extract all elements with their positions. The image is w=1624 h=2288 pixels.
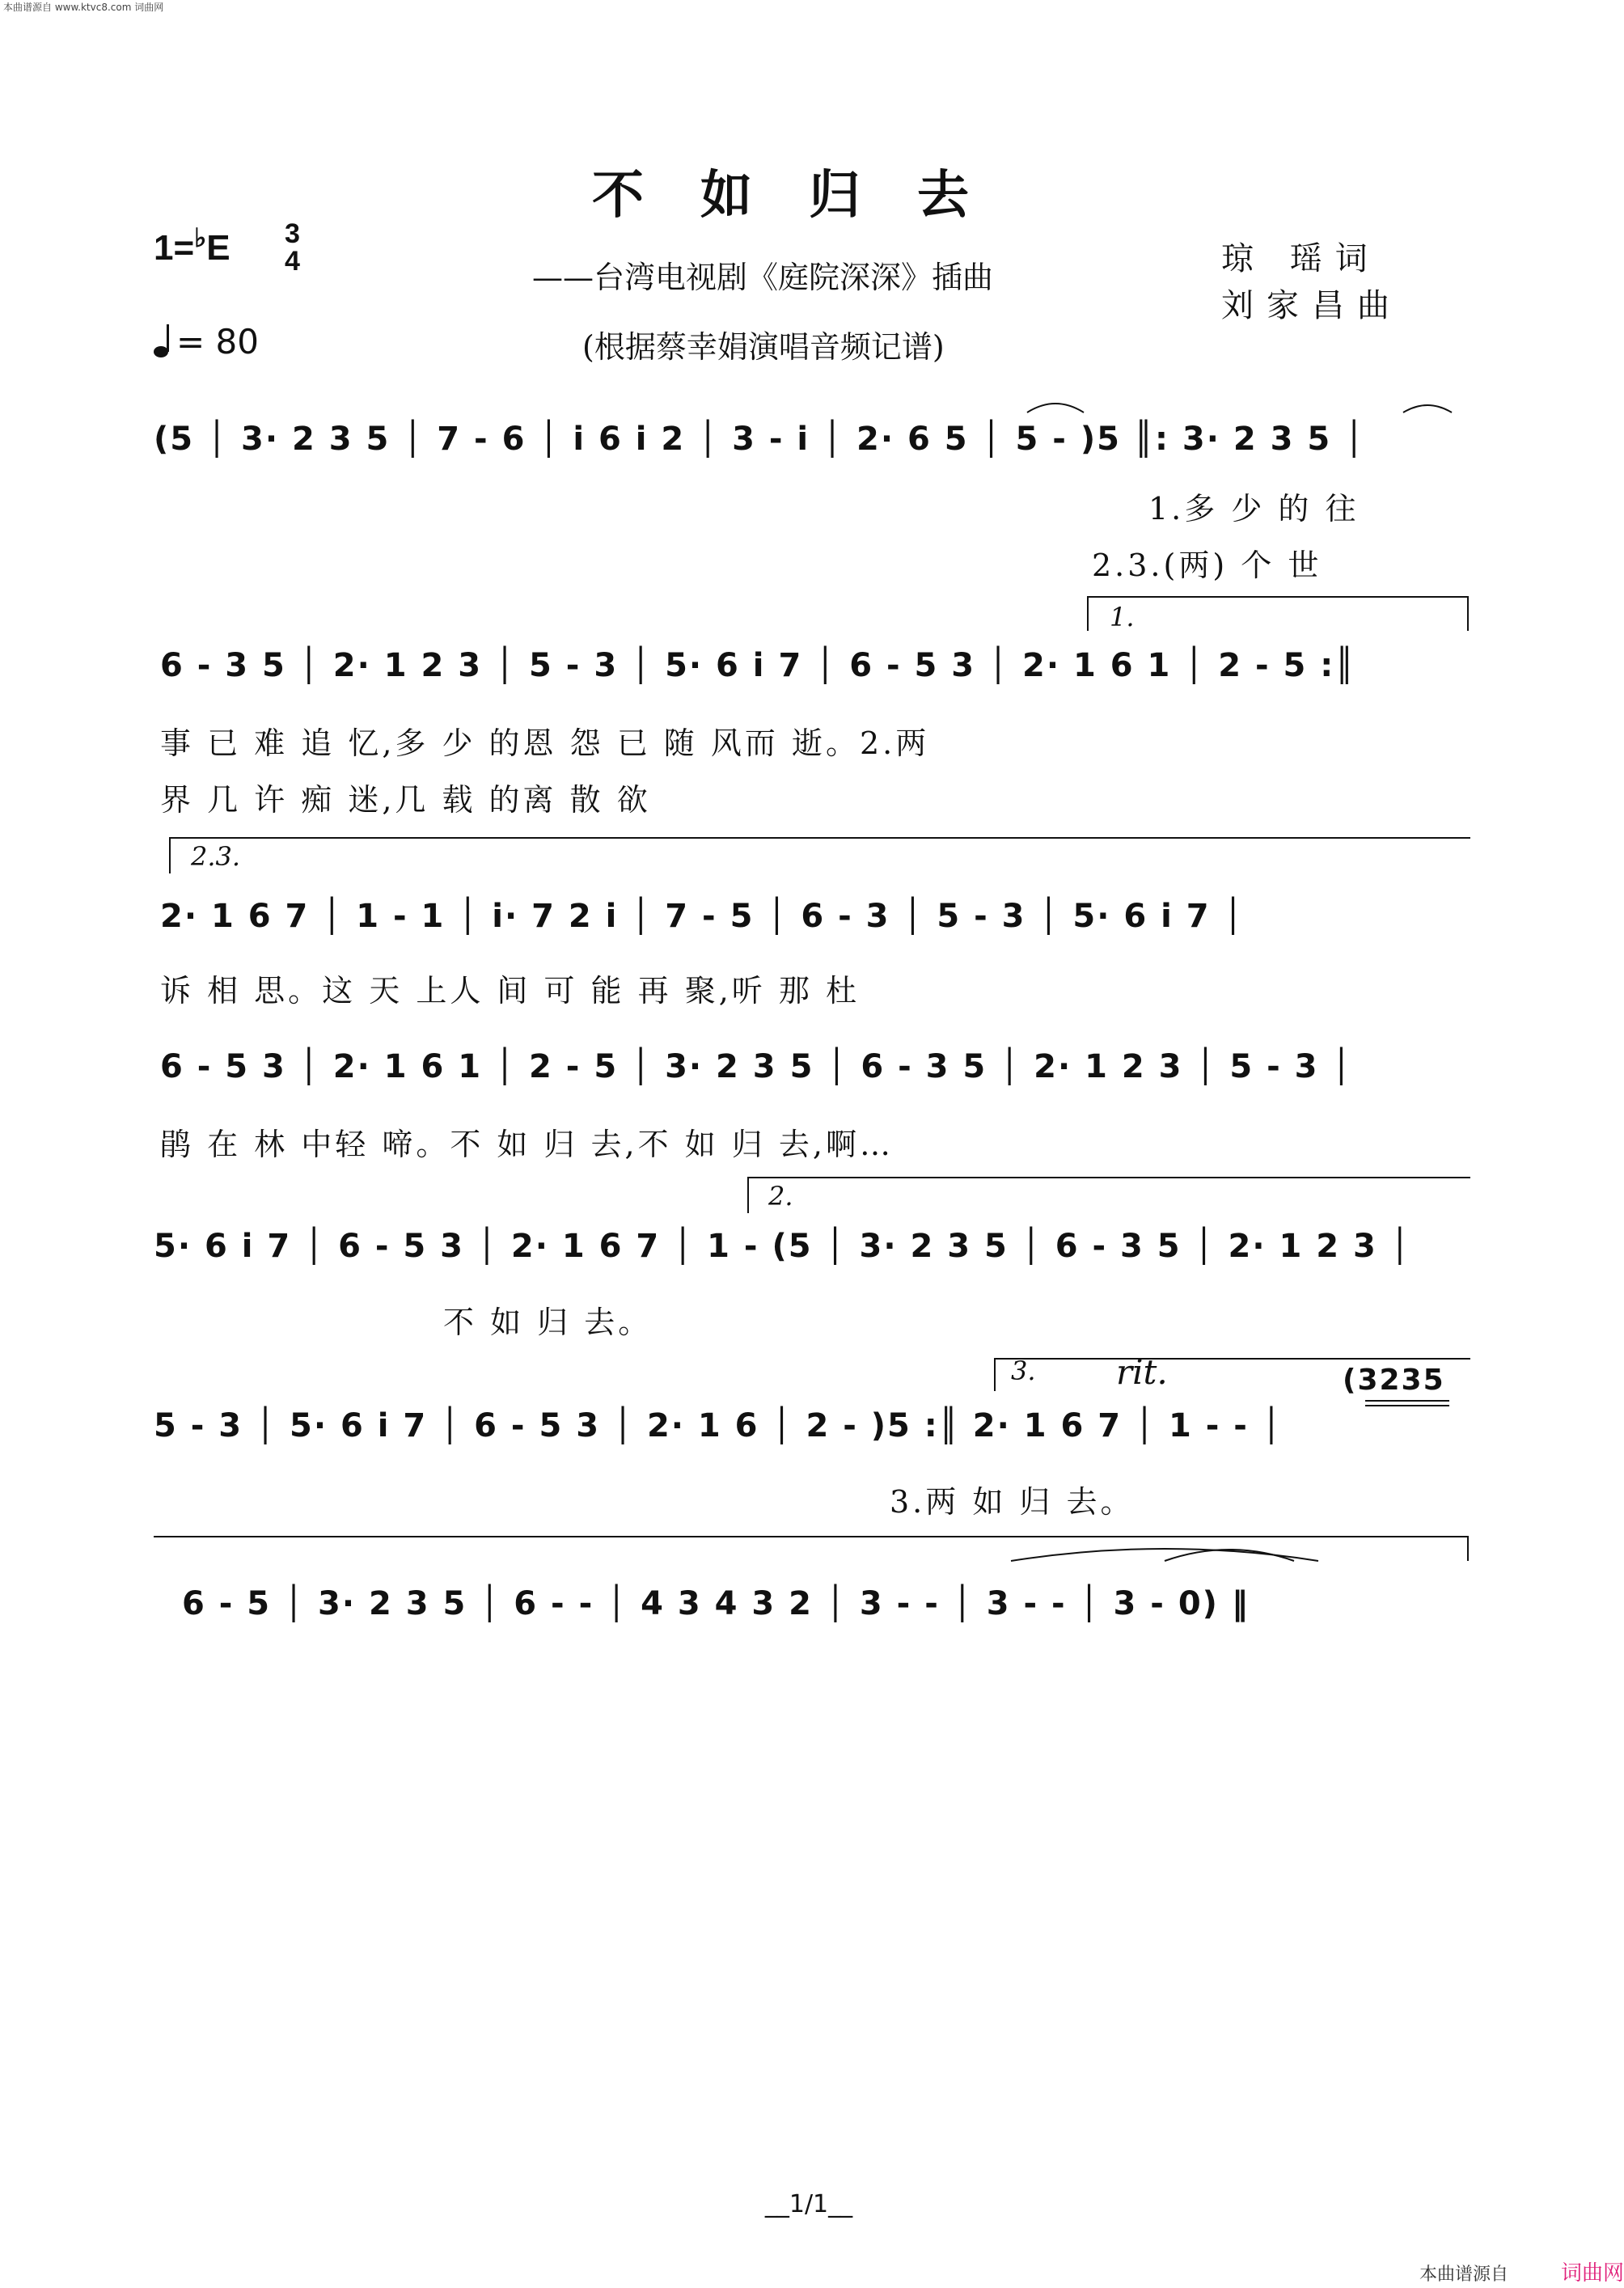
ritardando-mark: rit. bbox=[1116, 1352, 1168, 1392]
lyricist-credit: 琼 瑶词 bbox=[1221, 240, 1381, 277]
tempo-value: = 80 bbox=[176, 322, 259, 362]
notation-row-5: 5· 6 i 7 │ 6 - 5 3 │ 2· 1 6 7 │ 1 - (5 │ 3· 2 3 5 │ 6 - 3 5 │ 2· 1 2 3 │ bbox=[154, 1228, 1411, 1265]
key-letter: E bbox=[206, 228, 230, 268]
volta-1-label: 1. bbox=[1110, 602, 1135, 632]
time-top: 3 bbox=[285, 218, 300, 249]
volta-3-bracket bbox=[995, 1359, 1470, 1391]
volta-2-3-bracket bbox=[170, 838, 1470, 873]
volta-2-bracket bbox=[748, 1178, 1470, 1213]
page-number: __1/1__ bbox=[764, 2190, 853, 2218]
volta-1-bracket bbox=[1088, 597, 1468, 631]
lyrics-row-4: 鹃 在 林 中轻 啼。不 如 归 去,不 如 归 去,啊… bbox=[160, 1127, 894, 1162]
notation-row-1: (5 │ 3· 2 3 5 │ 7 - 6 │ i 6 i 2 │ 3 - i │ 2· 6 5 │ 5 - )5 ║: 3· 2 3 5 │ bbox=[154, 421, 1366, 458]
lyrics-row-2-verse-2: 界 几 许 痴 迷,几 载 的离 散 欲 bbox=[160, 782, 651, 818]
volta-2-3-label: 2.3. bbox=[191, 841, 241, 872]
notation-row-6: 5 - 3 │ 5· 6 i 7 │ 6 - 5 3 │ 2· 1 6 │ 2 - )5 :║ 2· 1 6 7 │ 1 - - │ bbox=[154, 1407, 1283, 1444]
lyrics-row-3: 诉 相 思。这 天 上人 间 可 能 再 聚,听 那 杜 bbox=[160, 973, 860, 1009]
lyrics-row-2-verse-1: 事 已 难 追 忆,多 少 的恩 怨 已 随 风而 逝。2.两 bbox=[160, 725, 930, 761]
footer-source: 本曲谱源自 bbox=[1419, 2265, 1509, 2285]
key-prefix: 1= bbox=[154, 228, 195, 268]
lyrics-row-5: 不 如 归 去。 bbox=[443, 1305, 653, 1340]
tie-2 bbox=[1403, 405, 1452, 412]
volta-2-label: 2. bbox=[768, 1181, 793, 1212]
time-bottom: 4 bbox=[285, 246, 300, 277]
notation-row-4: 6 - 5 3 │ 2· 1 6 1 │ 2 - 5 │ 3· 2 3 5 │ 6 - 3 5 │ 2· 1 2 3 │ 5 - 3 │ bbox=[160, 1048, 1353, 1085]
volta-3-label: 3. bbox=[1011, 1355, 1036, 1386]
footer-logo: 词曲网 bbox=[1561, 2261, 1624, 2286]
grace-notes: (3235 bbox=[1343, 1364, 1445, 1397]
transcription-source: (根据蔡幸娟演唱音频记谱) bbox=[582, 329, 945, 365]
tie-1 bbox=[1027, 404, 1084, 412]
lyrics-row-6: 3.两 如 归 去。 bbox=[890, 1484, 1135, 1520]
song-title: 不如归去 bbox=[592, 165, 1026, 226]
notation-row-3: 2· 1 6 7 │ 1 - 1 │ i· 7 2 i │ 7 - 5 │ 6 - 3 │ 5 - 3 │ 5· 6 i 7 │ bbox=[160, 898, 1245, 935]
lyrics-row-1-verse-1: 1.多 少 的 往 bbox=[1148, 491, 1360, 527]
composer-credit: 刘家昌曲 bbox=[1221, 287, 1402, 324]
notation-row-2: 6 - 3 5 │ 2· 1 2 3 │ 5 - 3 │ 5· 6 i 7 │ 6 - 5 3 │ 2· 1 6 1 │ 2 - 5 :║ bbox=[160, 647, 1356, 684]
source-site-header: 本曲谱源自 www.ktvc8.com 词曲网 bbox=[3, 2, 164, 13]
lyrics-row-1-verse-2: 2.3.(两) 个 世 bbox=[1092, 548, 1322, 583]
final-row-bracket bbox=[154, 1537, 1468, 1561]
notation-row-7: 6 - 5 │ 3· 2 3 5 │ 6 - - │ 4 3 4 3 2 │ 3 - - │ 3 - - │ 3 - 0) ‖ bbox=[182, 1585, 1250, 1622]
subtitle: ——台湾电视剧《庭院深深》插曲 bbox=[532, 260, 994, 295]
flat-icon: ♭ bbox=[194, 223, 207, 252]
